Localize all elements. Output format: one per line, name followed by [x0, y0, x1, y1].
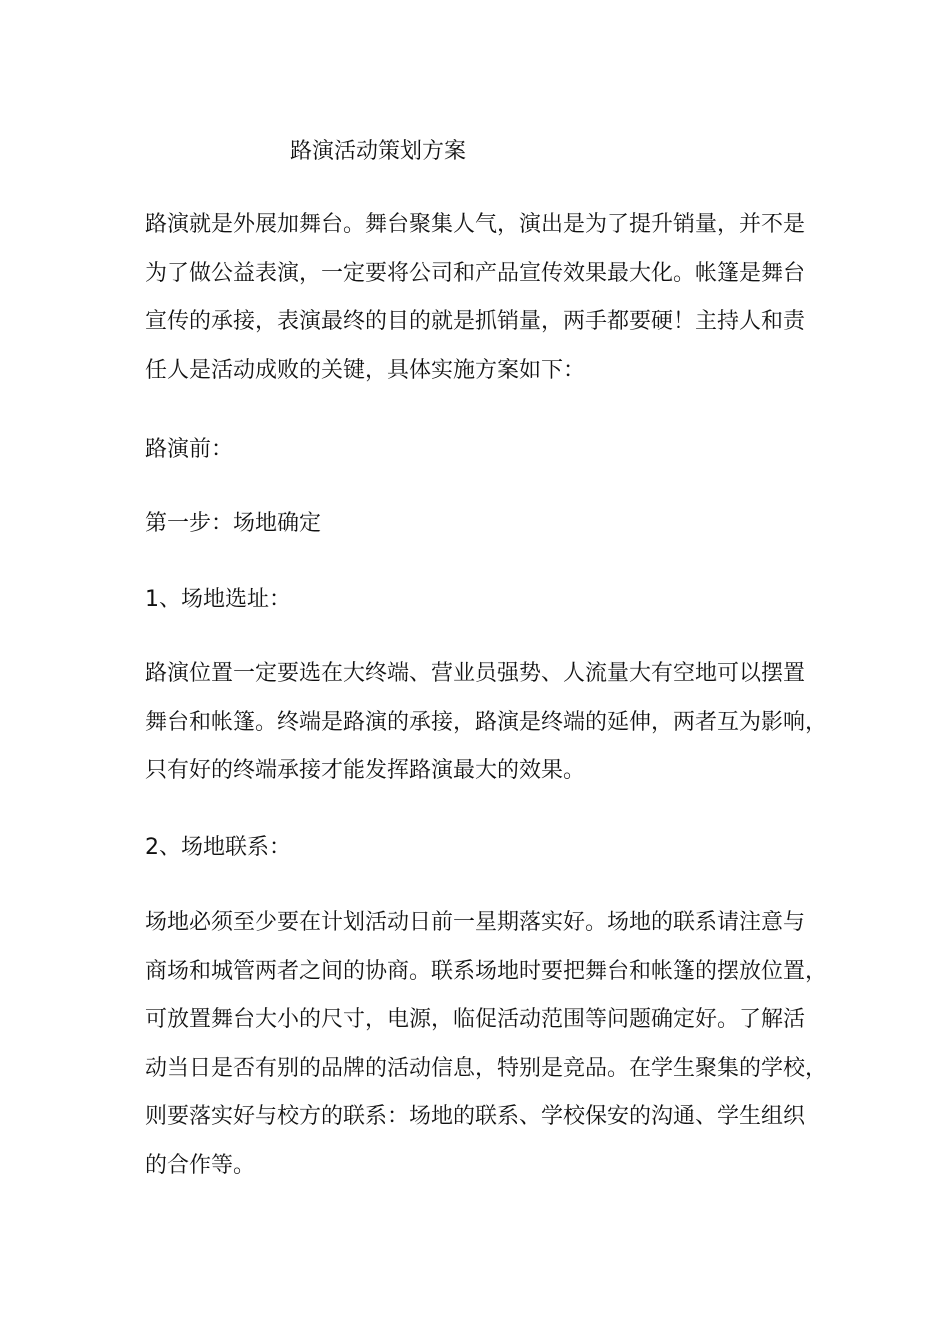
paragraph-line: 商场和城管两者之间的协商。联系场地时要把舞台和帐篷的摆放位置， — [145, 958, 828, 984]
paragraph-line: 的合作等。 — [145, 1152, 256, 1178]
site-contact-heading: 2、场地联系： — [145, 835, 291, 860]
site-selection-heading: 1、场地选址： — [145, 587, 291, 612]
pre-roadshow-heading: 路演前： — [145, 437, 234, 462]
paragraph-line: 宣传的承接，表演最终的目的就是抓销量，两手都要硬！主持人和责 — [145, 309, 806, 334]
paragraph-line: 舞台和帐篷。终端是路演的承接，路演是终端的延伸，两者互为影响， — [145, 709, 828, 735]
site-selection-paragraph — [145, 650, 828, 796]
paragraph-line: 动当日是否有别的品牌的活动信息，特别是竞品。在学生聚集的学校， — [145, 1055, 828, 1081]
intro-paragraph — [145, 201, 815, 395]
document-title: 路演活动策划方案 — [290, 139, 467, 164]
paragraph-line: 可放置舞台大小的尺寸，电源，临促活动范围等问题确定好。了解活 — [145, 1007, 806, 1032]
paragraph-line: 场地必须至少要在计划活动日前一星期落实好。场地的联系请注意与 — [145, 910, 806, 935]
paragraph-line: 只有好的终端承接才能发挥路演最大的效果。 — [145, 758, 586, 783]
site-contact-paragraph — [145, 899, 828, 1190]
paragraph-line: 则要落实好与校方的联系：场地的联系、学校保安的沟通、学生组织 — [145, 1104, 806, 1129]
paragraph-line: 路演位置一定要选在大终端、营业员强势、人流量大有空地可以摆置 — [145, 661, 806, 686]
paragraph-line: 路演就是外展加舞台。舞台聚集人气，演出是为了提升销量，并不是 — [145, 212, 806, 237]
paragraph-line: 任人是活动成败的关键，具体实施方案如下： — [145, 357, 586, 383]
paragraph-line: 为了做公益表演，一定要将公司和产品宣传效果最大化。帐篷是舞台 — [145, 260, 806, 286]
step-one-heading: 第一步：场地确定 — [145, 511, 322, 536]
